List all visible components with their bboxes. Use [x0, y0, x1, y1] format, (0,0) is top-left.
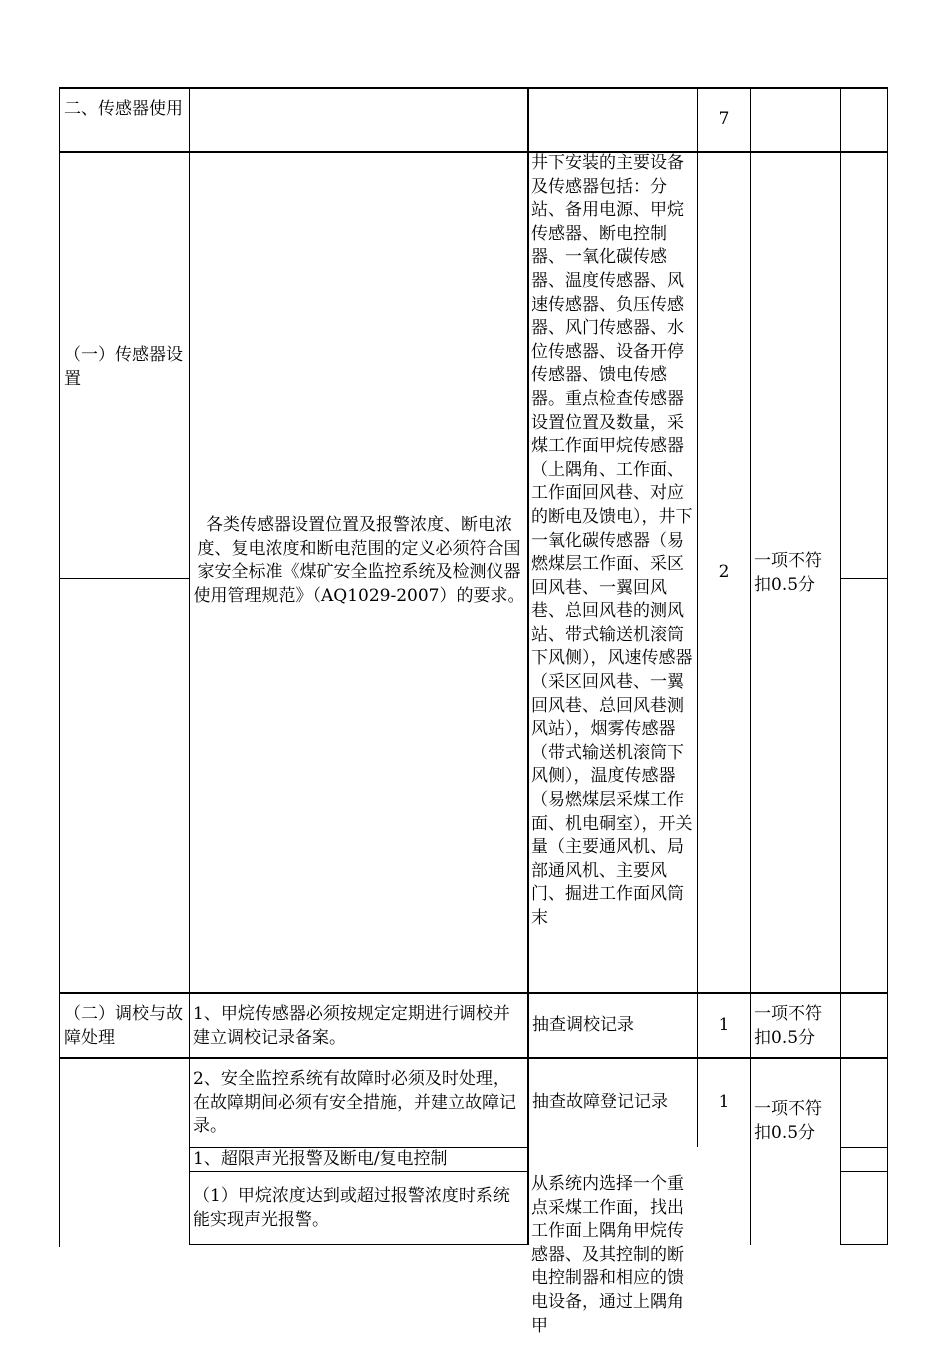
- table-col-rule: [750, 87, 751, 1245]
- table-rule: [189, 1244, 528, 1245]
- section-header-score: 7: [718, 109, 730, 129]
- alarm-1-method: 从系统内选择一个重点采煤工作面，找出工作面上隅角甲烷传感器、及其控制的断电控制器和相应的馈电设备，通过上隅角甲: [531, 1174, 684, 1336]
- table-col-rule: [527, 87, 529, 1245]
- table-rule: [840, 1147, 888, 1148]
- table-rule-top: [59, 87, 888, 89]
- calibration-deduction: 一项不符扣0.5分: [754, 1004, 822, 1048]
- calibration-standard: 1、甲烷传感器必须按规定定期进行调校并建立调校记录备案。: [193, 1004, 510, 1048]
- table-rule: [59, 992, 888, 994]
- table-col-rule: [840, 87, 841, 1245]
- sensor-setup-standard: 各类传感器设置位置及报警浓度、断电浓度、复电浓度和断电范围的定义必须符合国家安全标准《煤矿安全监控系统及检测仪器使用管理规范》（AQ1029-2007）的要求。: [193, 515, 525, 606]
- fault-deduction: 一项不符扣0.5分: [754, 1099, 822, 1143]
- table-rule: [59, 578, 189, 579]
- table-rule: [59, 151, 888, 153]
- table-col-rule: [697, 87, 698, 1147]
- fault-standard: 2、安全监控系统有故障时必须及时处理，在故障期间必须有安全措施，并建立故障记录。: [193, 1069, 516, 1137]
- table-rule: [840, 1244, 888, 1245]
- table-rule: [840, 578, 888, 579]
- sensor-setup-score: 2: [718, 562, 730, 582]
- sensor-setup-deduction: 一项不符扣0.5分: [754, 551, 822, 595]
- fault-score: 1: [718, 1092, 730, 1112]
- table-col-rule: [59, 87, 60, 1247]
- alarm-1-standard: （1）甲烷浓度达到或超过报警浓度时系统能实现声光报警。: [193, 1186, 510, 1230]
- table-rule: [840, 1171, 888, 1172]
- calibration-score: 1: [718, 1015, 730, 1035]
- alarm-header-standard: 1、超限声光报警及断电/复电控制: [193, 1149, 448, 1169]
- calibration-item: （二）调校与故障处理: [64, 1004, 183, 1048]
- table-col-rule: [189, 87, 190, 1245]
- table-col-rule: [887, 87, 888, 1245]
- sensor-setup-item: （一）传感器设置: [64, 345, 183, 389]
- fault-method: 抽查故障登记记录: [532, 1092, 668, 1112]
- calibration-method: 抽查调校记录: [532, 1015, 634, 1035]
- sensor-setup-method: 井下安装的主要设备及传感器包括：分站、备用电源、甲烷传感器、断电控制器、一氧化碳传感器、温度传感器、风速传感器、负压传感器、风门传感器、水位传感器、设备开停传感器、馈电传感器。重点检查传感器设置位置及数量，采煤工作面甲烷传感器（上隅角、工作面、工作面回风巷、对应的断电及馈电），井下一氧化碳传感器（易燃煤层工作面、采区回风巷、一翼回风巷、总回风巷的测风站、带式输送机滚筒下风侧），风速传感器（采区回风巷、一翼回风巷、总回风巷测风站），烟雾传感器（带式输送机滚筒下风侧），温度传感器（易燃煤层采煤工作面、机电硐室），开关量（主要通风机、局部通风机、主要风门、掘进工作面风筒末: [531, 153, 693, 928]
- section-header-item: 二、传感器使用: [64, 99, 183, 119]
- table-rule: [59, 1057, 888, 1059]
